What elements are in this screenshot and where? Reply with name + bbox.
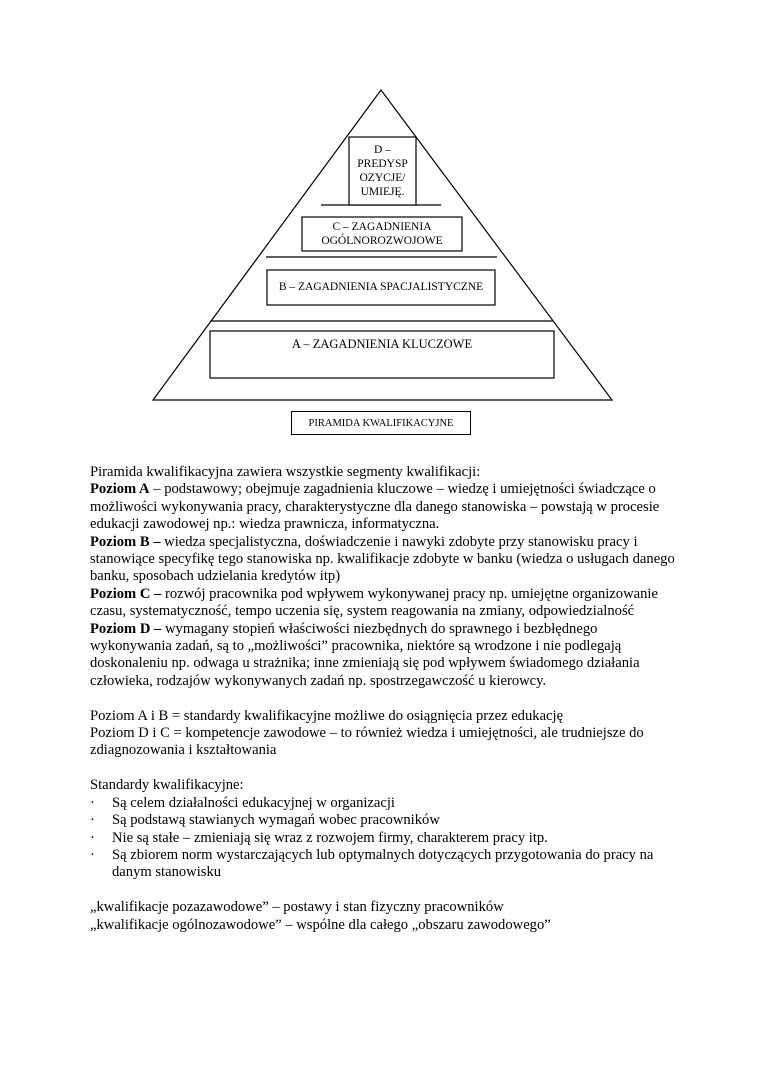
level-d-label	[349, 140, 416, 202]
bullet-marker: ·	[90, 812, 95, 829]
pair-ab-paragraph: Poziom A i B = standardy kwalifikacyjne możliwe do osiągnięcia przez edukację	[90, 707, 564, 724]
level-b-paragraph	[90, 534, 680, 586]
level-a-paragraph	[90, 481, 680, 533]
level-b-label	[267, 270, 495, 305]
closing-line-1: „kwalifikacje pozazawodowe” – postawy i stan fizyczny pracowników	[90, 899, 504, 916]
bullet-marker: ·	[90, 829, 95, 846]
level-a-heading: Poziom A	[90, 481, 150, 498]
level-b-text: B – ZAGADNIENIA SPACJALISTYCZNE	[278, 281, 484, 293]
list-item-text: Są celem działalności edukacyjnej w organizacji	[112, 794, 395, 811]
level-d-description: wymagany stopień właściwości niezbędnych do sprawnego i bezbłędnego wykonywania zadań, są to „możliwości” pracownika, niektóre są wrodzone i nie podlegają doskonaleniu np. odwaga u strażnika; inne zmieniają się pod wpływem świadomego działania człowieka, rodzajów wykonywanych zadań np. spostrzegawczość u kierowcy.	[90, 620, 640, 689]
list-item	[90, 830, 680, 847]
level-d-heading: Poziom D –	[90, 620, 162, 637]
level-a-text: A – ZAGADNIENIA KLUCZOWE	[291, 336, 473, 351]
spacer	[90, 690, 680, 707]
spacer	[90, 760, 680, 777]
level-b-description: wiedza specjalistyczna, doświadczenie i nawyki zdobyte przy stanowisku pracy i stanowiące specyfikę tego stanowiska np. kwalifikacje zdobyte w banku (wiedza o usługach danego banku, sposobach udzielania kredytów itp)	[90, 533, 675, 585]
pair-dc-paragraph: Poziom D i C = kompetencje zawodowe – to również wiedza i umiejętności, ale trudniejsze do zdiagnozowania i kształtowania	[90, 725, 644, 759]
level-d-line-3: OZYCJE/	[359, 172, 406, 184]
level-b-heading: Poziom B –	[90, 533, 161, 550]
level-d-line-2: PREDYSP	[357, 158, 408, 170]
level-a-label	[210, 333, 554, 355]
closing-line-2: „kwalifikacje ogólnozawodowe” – wspólne dla całego „obszaru zawodowego”	[90, 916, 551, 933]
level-c-description: rozwój pracownika pod wpływem wykonywanej pracy np. umiejętne organizowanie czasu, systematyczność, tempo uczenia się, system reagowania na zmiany, odpowiedzialność	[90, 585, 658, 620]
bullet-marker: ·	[90, 846, 95, 863]
pyramid-caption-text: PIRAMIDA KWALIFIKACYJNE	[308, 417, 454, 429]
bullet-marker: ·	[90, 794, 95, 811]
level-c-line-2: OGÓLNOROZWOJOWE	[321, 235, 443, 247]
level-d-line-4: UMIEJĘ.	[360, 186, 405, 198]
pyramid-caption	[291, 411, 471, 435]
list-item	[90, 812, 680, 829]
list-item-text: Są zbiorem norm wystarczających lub optymalnych dotyczących przygotowania do pracy na danym stanowisku	[112, 846, 654, 881]
standards-heading: Standardy kwalifikacyjne:	[90, 777, 244, 794]
spacer	[90, 882, 680, 899]
level-c-line-1: C – ZAGADNIENIA	[332, 221, 432, 233]
level-c-paragraph	[90, 586, 680, 621]
list-item-text: Są podstawą stawianych wymagań wobec pracowników	[112, 812, 440, 829]
level-d-line-1: D –	[374, 144, 391, 156]
level-c-heading: Poziom C –	[90, 585, 162, 602]
intro-paragraph: Piramida kwalifikacyjna zawiera wszystkie segmenty kwalifikacji:	[90, 464, 481, 480]
list-item-text: Nie są stałe – zmieniają się wraz z rozwojem firmy, charakterem pracy itp.	[112, 829, 548, 846]
level-d-paragraph	[90, 621, 680, 691]
list-item	[90, 795, 680, 812]
level-a-description: – podstawowy; obejmuje zagadnienia kluczowe – wiedzę i umiejętności świadczące o możliwości wykonywania pracy, charakterystyczne dla danego stanowiska – powstają w procesie edukacji zawodowej np.: wiedza prawnicza, informatyczna.	[90, 481, 660, 533]
list-item	[90, 847, 680, 882]
document-body	[90, 464, 680, 934]
level-c-label	[302, 218, 462, 250]
